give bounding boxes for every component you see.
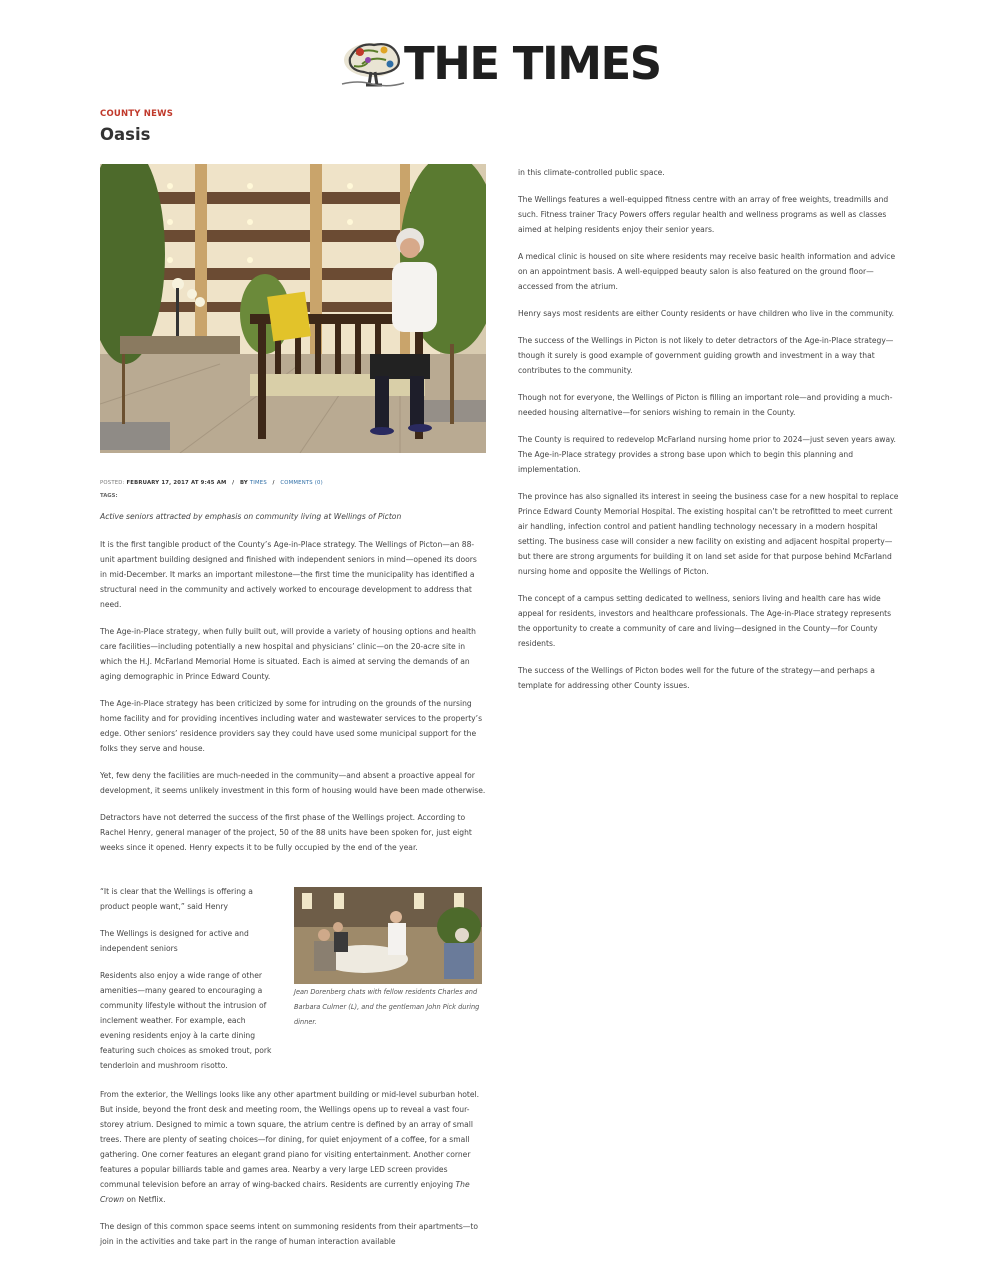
paragraph: It is the first tangible product of the County’s Age-in-Place strategy. The Wellings of Picton—an 88-unit apartment building designed and finished with independent seniors in mind—opened its doors in mid-December. It marks an important milestone—the first time the municipality has identified a structural need in the community and actively worked to encourage development to address that need. [100,540,477,609]
lead-caption: Active seniors attracted by emphasis on community living at Wellings of Picton [100,512,402,521]
paragraph-text: on Netflix. [124,1195,166,1204]
paragraph: Residents also enjoy a wide range of other amenities—many geared to encouraging a community lifestyle without the intrusion of inclement weather. For example, each evening residents enjoy à la carte dining featuring such choices as smoked trout, pork tenderloin and mushroom risotto. [100,971,272,1070]
article-body-right [518,165,902,705]
posted-date: FEBRUARY 17, 2017 AT 9:45 AM [126,480,227,486]
article-title: Oasis [100,125,151,144]
paragraph: The Age-in-Place strategy has been criticized by some for intruding on the grounds of the nursing home facility and for providing incentives including water and wastewater services to the property’s edge. Other seniors’ residence providers say they could have used some municipal support for the folks they serve and house. [100,699,483,753]
inset-caption: Jean Dorenberg chats with fellow residents Charles and Barbara Culmer (L), and the gentleman John Pick during dinner. [294,988,480,1026]
paragraph: The success of the Wellings in Picton is not likely to deter detractors of the Age-in-Place strategy— though it surely is good example of government guiding growth and investment in a way that contributes to the community. [518,336,894,375]
hero-image-container [100,164,486,453]
masthead [338,38,683,90]
paragraph: A medical clinic is housed on site where residents may receive basic health information and advice on an appointment basis. A well-equipped beauty salon is also featured on the ground floor—accessed from the atrium. [518,252,896,291]
paragraph: The province has also signalled its interest in seeing the business case for a new hospital to replace Prince Edward County Memorial Hospital. The existing hospital can’t be retrofitted to meet current air handling, infection control and patient handling technology necessary in a modern hospital setting. The business case will consider a new facility on existing and adjacent hospital property—but there are strong arguments for building it on land set aside for that purpose behind McFarland nursing home and opposite the Wellings of Picton. [518,492,899,576]
paragraph: “It is clear that the Wellings is offering a product people want,” said Henry [100,887,253,911]
comments-link[interactable]: COMMENTS (0) [280,480,323,486]
post-meta [100,480,323,486]
paragraph: in this climate-controlled public space. [518,168,665,177]
masthead-title[interactable]: THE TIMES [404,37,661,90]
author-link[interactable]: TIMES [249,480,267,486]
by-label: BY [239,480,248,486]
paragraph: The success of the Wellings of Picton bodes well for the future of the strategy—and perhaps a template for addressing other County issues. [518,666,875,690]
paragraph: The Age-in-Place strategy, when fully built out, will provide a variety of housing options and health care facilities—including potentially a new hospital and physicians’ clinic—on the 20-acre site in which the H.J. McFarland Memorial Home is situated. Each is aimed at serving the demands of an aging demographic in Prince Edward County. [100,627,476,681]
paragraph: The Wellings is designed for active and independent seniors [100,929,249,953]
tree-logo-icon[interactable] [338,38,406,88]
paragraph: Though not for everyone, the Wellings of Picton is filling an important role—and providing a much-needed housing alternative—for seniors wishing to remain in the County. [518,393,893,417]
paragraph-text: From the exterior, the Wellings looks like any other apartment building or mid-level suburban hotel. But inside, beyond the front desk and meeting room, the Wellings opens up to reveal a vast four-storey atrium. Designed to mimic a town square, the atrium centre is defined by an array of small trees. There are plenty of seating choices—for dining, for quiet enjoyment of a coffee, for a small gathering. One corner features an elegant grand piano for visiting entertainment. Another corner features a popular billiards table and games area. Nearby a very large LED screen provides communal television before an array of wing-backed chairs. Residents are currently enjoying [100,1090,480,1189]
paragraph [100,1087,486,1207]
posted-label: POSTED: [100,480,125,486]
tags-label: TAGS: [100,493,118,499]
split-section [100,884,486,1074]
paragraph: The County is required to redevelop McFarland nursing home prior to 2024—just seven years away. The Age-in-Place strategy provides a strong base upon which to begin this planning and implementation. [518,435,896,474]
inset-figure [294,887,482,1030]
inset-photo-dining [294,887,482,984]
category-link[interactable]: COUNTY NEWS [100,109,174,119]
paragraph: Henry says most residents are either County residents or have children who live in the community. [518,309,895,318]
article-body-left [100,537,486,867]
meta-separator: / [272,480,275,486]
hero-photo-atrium [100,164,486,453]
paragraph: The Wellings features a well-equipped fitness centre with an array of free weights, treadmills and such. Fitness trainer Tracy Powers offers regular health and wellness programs as well as classes aimed at helping residents enjoy their senior years. [518,195,889,234]
paragraph: The design of this common space seems intent on summoning residents from their apartments—to join in the activities and take part in the range of human interaction available [100,1222,479,1246]
paragraph: The concept of a campus setting dedicated to wellness, seniors living and health care has wide appeal for residents, investors and healthcare professionals. The Age-in-Place strategy represents the opportunity to create a community of care and living—designed in the County—for County residents. [518,594,892,648]
meta-separator: / [232,480,235,486]
narrow-text-column [100,884,276,1085]
paragraph: Detractors have not deterred the success of the first phase of the Wellings project. According to Rachel Henry, general manager of the project, 50 of the 88 units have been spoken for, just eight weeks since it opened. Henry expects it to be fully occupied by the end of the year. [100,813,472,852]
paragraph: Yet, few deny the facilities are much-needed in the community—and absent a proactive appeal for development, it seems unlikely investment in this form of housing would have been made otherwise. [100,771,486,795]
article-body-left-continued [100,1087,486,1261]
show-title: The Crown [100,1180,470,1204]
